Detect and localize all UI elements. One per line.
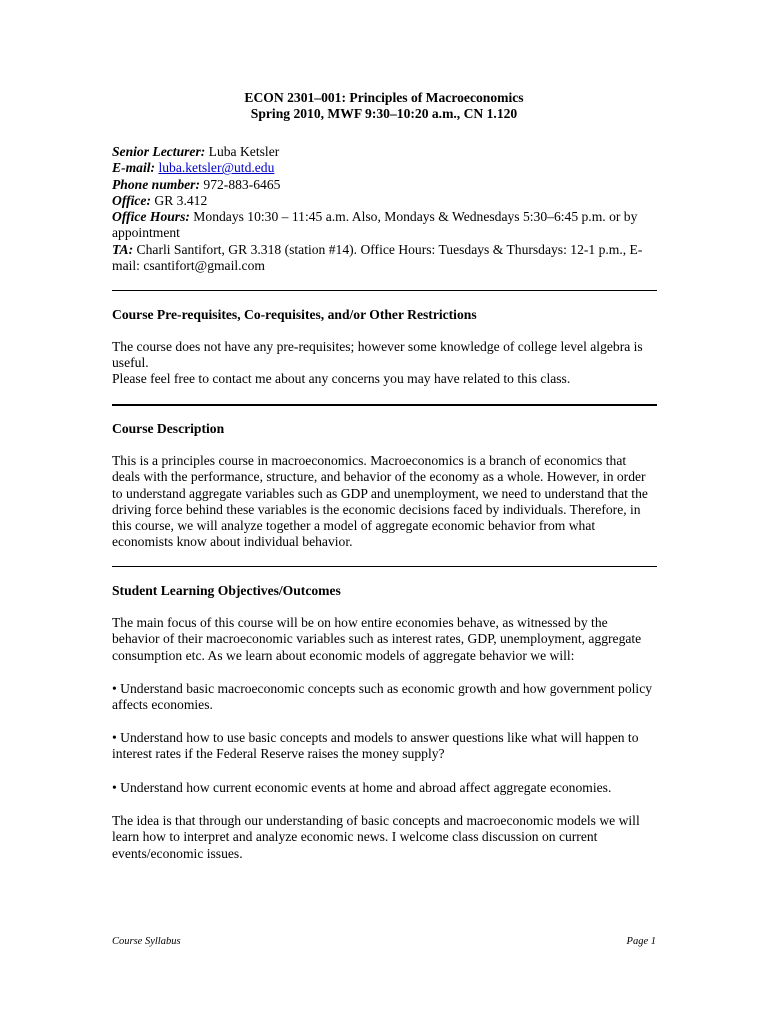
phone-label: Phone number:	[112, 176, 200, 192]
ta-label: TA:	[112, 241, 134, 257]
office-hours-label: Office Hours:	[112, 209, 190, 225]
lecturer-label: Senior Lecturer:	[112, 144, 206, 159]
lecturer-line	[112, 144, 657, 160]
objective-bullet: • Understand basic macroeconomic concepts such as economic growth and how government policy affects economies.	[112, 681, 653, 713]
footer-page-number: Page 1	[626, 936, 656, 947]
office-hours-line	[112, 209, 657, 242]
section-divider	[112, 566, 657, 567]
objective-bullet: • Understand how current economic events at home and abroad affect aggregate economies.	[112, 780, 612, 795]
prereq-paragraph: The course does not have any pre-requisites; however some knowledge of college level algebra is useful.	[112, 339, 643, 371]
email-label: E-mail:	[112, 160, 156, 176]
lecturer-name: Luba Ketsler	[205, 144, 280, 159]
phone-number: 972-883-6465	[200, 176, 281, 192]
objectives-intro: The main focus of this course will be on how entire economies behave, as witnessed by the behavior of their macroeconomic variables such as interest rates, GDP, unemployment, aggregate consumption etc. As we learn about economic models of aggregate behavior we will:	[112, 615, 642, 663]
footer-course-syllabus: Course Syllabus	[112, 936, 181, 947]
course-schedule: Spring 2010, MWF 9:30–10:20 a.m., CN 1.120	[250, 106, 518, 121]
prereq-contact-paragraph: Please feel free to contact me about any concerns you may have related to this class.	[112, 371, 571, 386]
email-link[interactable]: luba.ketsler@utd.edu	[158, 160, 275, 176]
objectives-closing: The idea is that through our understanding of basic concepts and macroeconomic models we will learn how to interpret and analyze economic news. I welcome class discussion on current events/economic issues.	[112, 813, 640, 861]
office-hours-text: Mondays 10:30 – 11:45 a.m. Also, Mondays & Wednesdays 5:30–6:45 p.m. or by appointment	[112, 209, 638, 241]
prereq-heading: Course Pre-requisites, Co-requisites, and/or Other Restrictions	[112, 307, 477, 322]
office-line	[112, 193, 657, 209]
course-title-block	[0, 90, 768, 122]
objectives-heading: Student Learning Objectives/Outcomes	[112, 583, 341, 598]
email-line	[112, 160, 657, 176]
objective-bullet: • Understand how to use basic concepts and models to answer questions like what will happen to interest rates if the Federal Reserve raises the money supply?	[112, 730, 639, 762]
section-divider	[112, 290, 657, 291]
office-label: Office:	[112, 192, 151, 208]
ta-info: Charli Santifort, GR 3.318 (station #14). Office Hours: Tuesdays & Thursdays: 12-1 p.m., E-mail: csantifort@gmail.com	[112, 241, 643, 274]
phone-line	[112, 177, 657, 193]
office-location: GR 3.412	[151, 192, 208, 208]
contact-info	[112, 144, 657, 274]
section-divider	[112, 404, 657, 406]
description-heading: Course Description	[112, 421, 225, 436]
ta-line	[112, 242, 657, 275]
description-paragraph: This is a principles course in macroeconomics. Macroeconomics is a branch of economics that deals with the performance, structure, and behavior of the economy as a whole. However, in order to understand aggregate variables such as GDP and unemployment, we need to understand that the driving force behind these variables is the economic decisions faced by individuals. Therefore, in this course, we will analyze together a model of aggregate economic behavior from what economists know about individual behavior.	[112, 453, 648, 550]
course-title: ECON 2301–001: Principles of Macroeconomics	[244, 90, 524, 105]
